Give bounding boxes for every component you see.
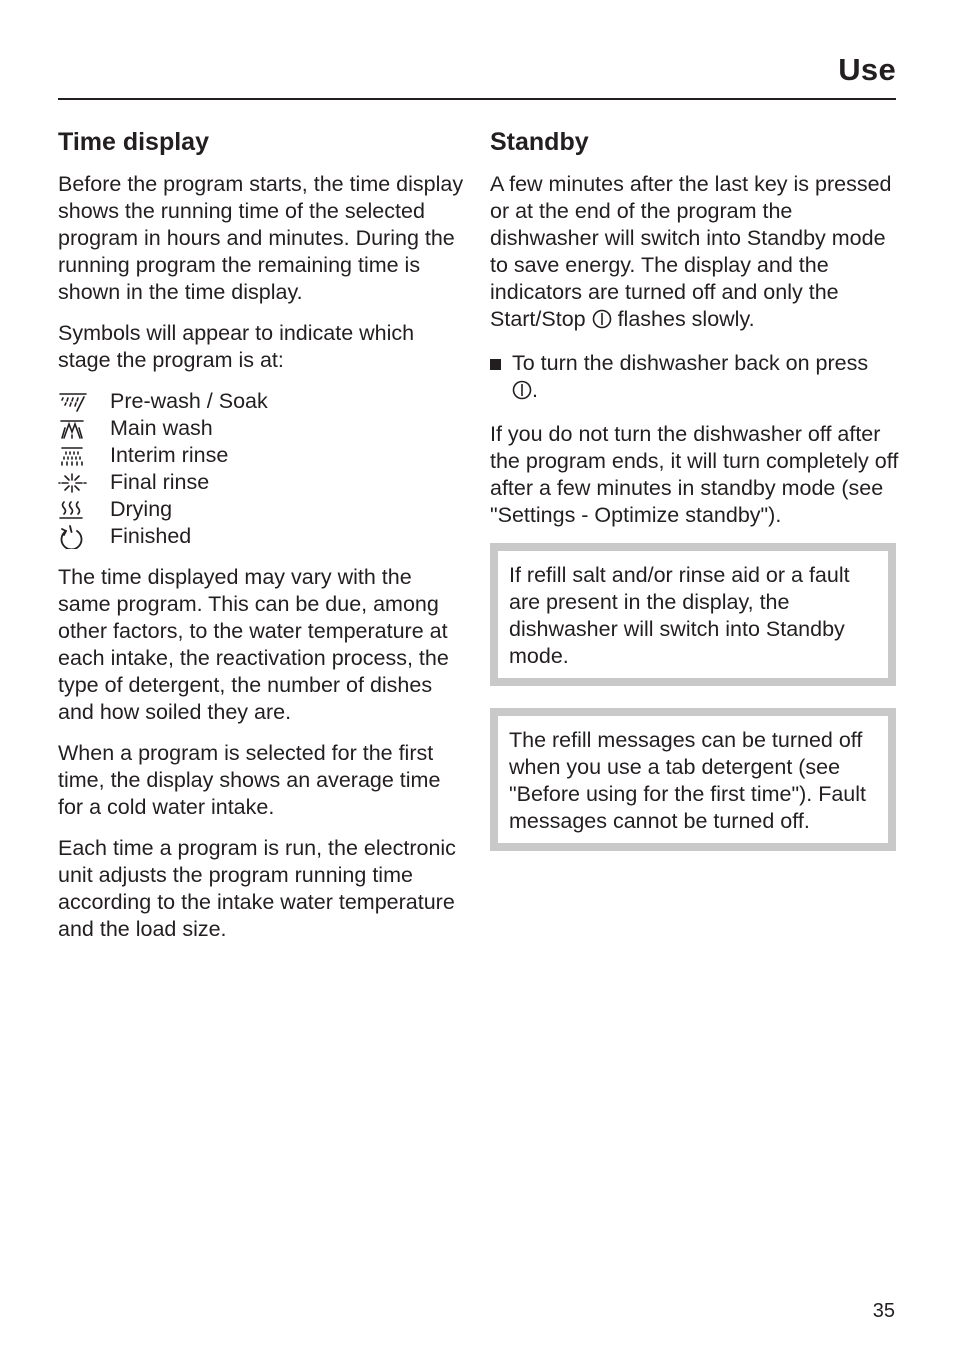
note-text: The refill messages can be turned off when you use a tab detergent (see "Before using for the first time"). Fault messages cannot be turned off.	[509, 728, 867, 833]
left-column	[58, 126, 468, 957]
standby-paragraph-1-text: A few minutes after the last key is pressed or at the end of the program the dishwasher will switch into Standby mode to save energy. The display and the indicators are turned off and only the Start/Stop	[490, 172, 892, 331]
time-display-paragraph-1: Before the program starts, the time display shows the running time of the selected program in hours and minutes. During the running program the remaining time is shown in the time display.	[58, 172, 464, 304]
symbol-label: Final rinse	[110, 470, 210, 494]
drying-icon	[58, 499, 110, 521]
page-header	[58, 50, 896, 100]
time-display-paragraph-3: The time displayed may vary with the same program. This can be due, among other factors, to the water temperature at each intake, the reactivation process, the type of detergent, the number of dishes and how soiled they are.	[58, 565, 449, 724]
symbol-item-finished	[58, 523, 468, 550]
note-box-standby-fault	[490, 543, 896, 686]
bullet-text: To turn the dishwasher back on press	[512, 351, 869, 375]
right-column	[490, 126, 900, 873]
square-bullet-icon	[490, 350, 512, 407]
program-stage-symbol-list	[58, 388, 468, 550]
standby-heading: Standby	[490, 128, 589, 156]
bullet-end: .	[532, 378, 538, 402]
interim-rinse-icon	[58, 445, 110, 467]
section-title: Use	[838, 52, 896, 87]
bullet-instruction	[490, 350, 900, 407]
note-text: If refill salt and/or rinse aid or a fault are present in the display, the dishwasher will switch into Standby mode.	[509, 563, 850, 668]
symbol-label: Pre-wash / Soak	[110, 389, 268, 413]
symbol-item-final-rinse	[58, 469, 468, 496]
standby-paragraph-1-end: flashes slowly.	[611, 307, 755, 331]
time-display-paragraph-5: Each time a program is run, the electronic unit adjusts the program running time according to the intake water temperature and the load size.	[58, 836, 456, 941]
finished-icon	[58, 525, 110, 549]
standby-paragraph-1	[490, 171, 900, 336]
symbol-item-main-wash	[58, 415, 468, 442]
main-wash-icon	[58, 418, 110, 440]
symbol-label: Drying	[110, 497, 173, 521]
final-rinse-icon	[58, 472, 110, 494]
symbol-label: Finished	[110, 524, 192, 548]
standby-paragraph-2: If you do not turn the dishwasher off after the program ends, it will turn completely off after a few minutes in standby mode (see "Settings - Optimize standby").	[490, 422, 899, 527]
note-box-refill-messages	[490, 708, 896, 851]
bullet-text-block	[512, 350, 868, 407]
time-display-paragraph-2: Symbols will appear to indicate which stage the program is at:	[58, 321, 415, 372]
symbol-item-pre-wash	[58, 388, 468, 415]
symbol-item-drying	[58, 496, 468, 523]
time-display-paragraph-4: When a program is selected for the first time, the display shows an average time for a cold water intake.	[58, 741, 441, 819]
page-number: 35	[872, 1300, 895, 1322]
pre-wash-icon	[58, 391, 110, 413]
time-display-heading: Time display	[58, 128, 209, 156]
start-stop-icon	[512, 380, 532, 407]
symbol-label: Main wash	[110, 416, 213, 440]
start-stop-icon	[592, 309, 612, 336]
symbol-label: Interim rinse	[110, 443, 229, 467]
symbol-item-interim-rinse	[58, 442, 468, 469]
